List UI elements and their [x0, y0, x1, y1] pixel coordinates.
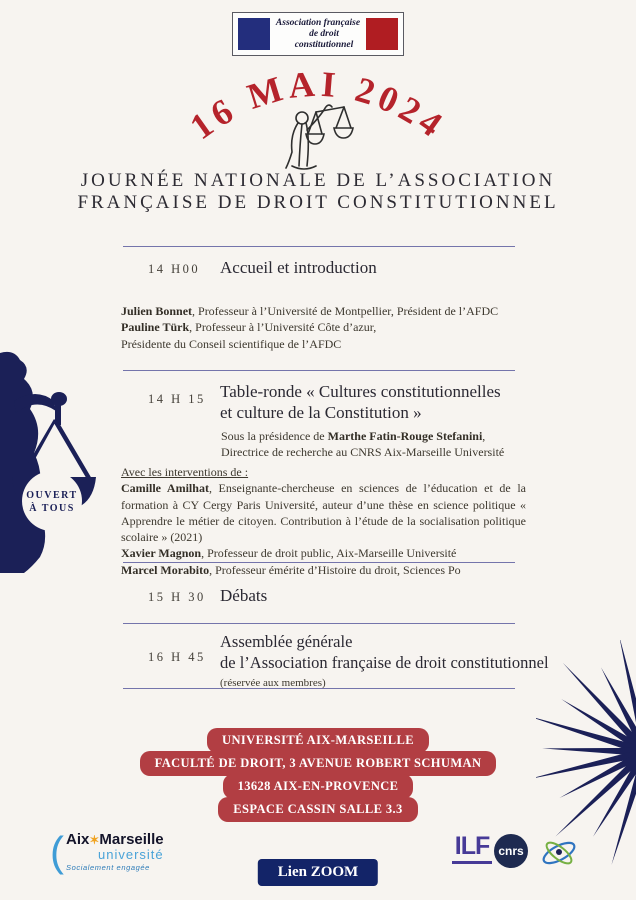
page-title-line2: FRANÇAISE DE DROIT CONSTITUTIONNEL [77, 192, 559, 213]
divider [123, 370, 515, 371]
session1-time: 14 H00 [148, 262, 201, 276]
justice-silhouette [0, 345, 100, 573]
aix-marseille-logo [50, 828, 164, 875]
venue-line: FACULTÉ DE DROIT, 3 AVENUE ROBERT SCHUMAN [140, 751, 497, 776]
flag-blue-square [238, 18, 270, 50]
page-title-line1: JOURNÉE NATIONALE DE L’ASSOCIATION [80, 170, 556, 191]
session4-note: (réservée aux membres) [220, 677, 326, 689]
amu-universite: université [97, 847, 164, 862]
badge-line2: À TOUS [29, 503, 75, 514]
ilf-logo-text: ILF [454, 832, 490, 860]
session2-chair: Sous la présidence de Marthe Fatin-Rouge Stefanini, [221, 429, 486, 443]
speaker-line: Julien Bonnet, Professeur à l’Université de Montpellier, Président de l’AFDC [121, 304, 499, 318]
amu-tagline: Socialement engagée [66, 863, 150, 872]
open-to-all-badge [22, 471, 82, 531]
divider [123, 623, 515, 624]
venue-box [0, 730, 636, 822]
venue-line: UNIVERSITÉ AIX-MARSEILLE [207, 728, 429, 753]
intervention-item: Xavier Magnon, Professeur de droit public, Aix-Marseille Université [121, 546, 457, 561]
amu-star-icon: ✶ [89, 833, 100, 847]
swirl-logo [538, 832, 580, 874]
interventions-heading: Avec les interventions de : [121, 465, 249, 479]
speaker-line: Pauline Türk, Professeur à l’Université Côte d’azur, [121, 320, 377, 335]
cnrs-logo-text: cnrs [498, 844, 524, 858]
session4-time: 16 H 45 [148, 650, 206, 664]
page-title [0, 170, 636, 214]
date-text: 16 MAI 2024 [182, 63, 454, 148]
amu-paren: ( [50, 828, 64, 875]
venue-line: ESPACE CASSIN SALLE 3.3 [218, 797, 417, 822]
session2-time: 14 H 15 [148, 392, 206, 406]
association-logo-line1: Association française [275, 17, 361, 28]
session4-title: Assemblée générale de l’Association française de droit constitutionnel (réservée aux membres) [220, 631, 549, 694]
cnrs-logo [494, 834, 528, 868]
session2-title: Table-ronde « Cultures constitutionnelles et culture de la Constitution » [220, 382, 501, 422]
intervention-item: Marcel Morabito, Professeur émérite d’Histoire du droit, Sciences Po [121, 562, 461, 577]
ilf-logo-bar [452, 861, 492, 864]
session1-title: Accueil et introduction [220, 258, 377, 277]
flag-red-square [366, 18, 398, 50]
ilf-logo [452, 834, 492, 864]
amu-name: Aix✶Marseille [66, 831, 164, 848]
session2-chair-line2: Directrice de recherche au CNRS Aix-Marseille Université [221, 445, 505, 460]
session3-time: 15 H 30 [148, 590, 206, 604]
justice-sketch-icon [262, 90, 372, 172]
divider [123, 246, 515, 247]
association-logo-line2: de droit constitutionnel [294, 28, 354, 50]
zoom-link-button[interactable]: Lien ZOOM [258, 859, 378, 886]
venue-line: 13628 AIX-EN-PROVENCE [223, 774, 414, 799]
badge-line1: OUVERT [26, 490, 78, 501]
speaker-line: Présidente du Conseil scientifique de l’AFDC [121, 336, 342, 351]
association-logo-text [275, 18, 361, 51]
intervention-item: Camille Amilhat, Enseignante-chercheuse en sciences de l’éducation et de la formation à CY Cergy Paris Université, auteur d’une thèse en science politique « Apprendre le métier de citoyen. Contribution à l’étude de la socialisation politique scolaire » (2021) [121, 481, 526, 545]
session3-title: Débats [220, 586, 268, 605]
